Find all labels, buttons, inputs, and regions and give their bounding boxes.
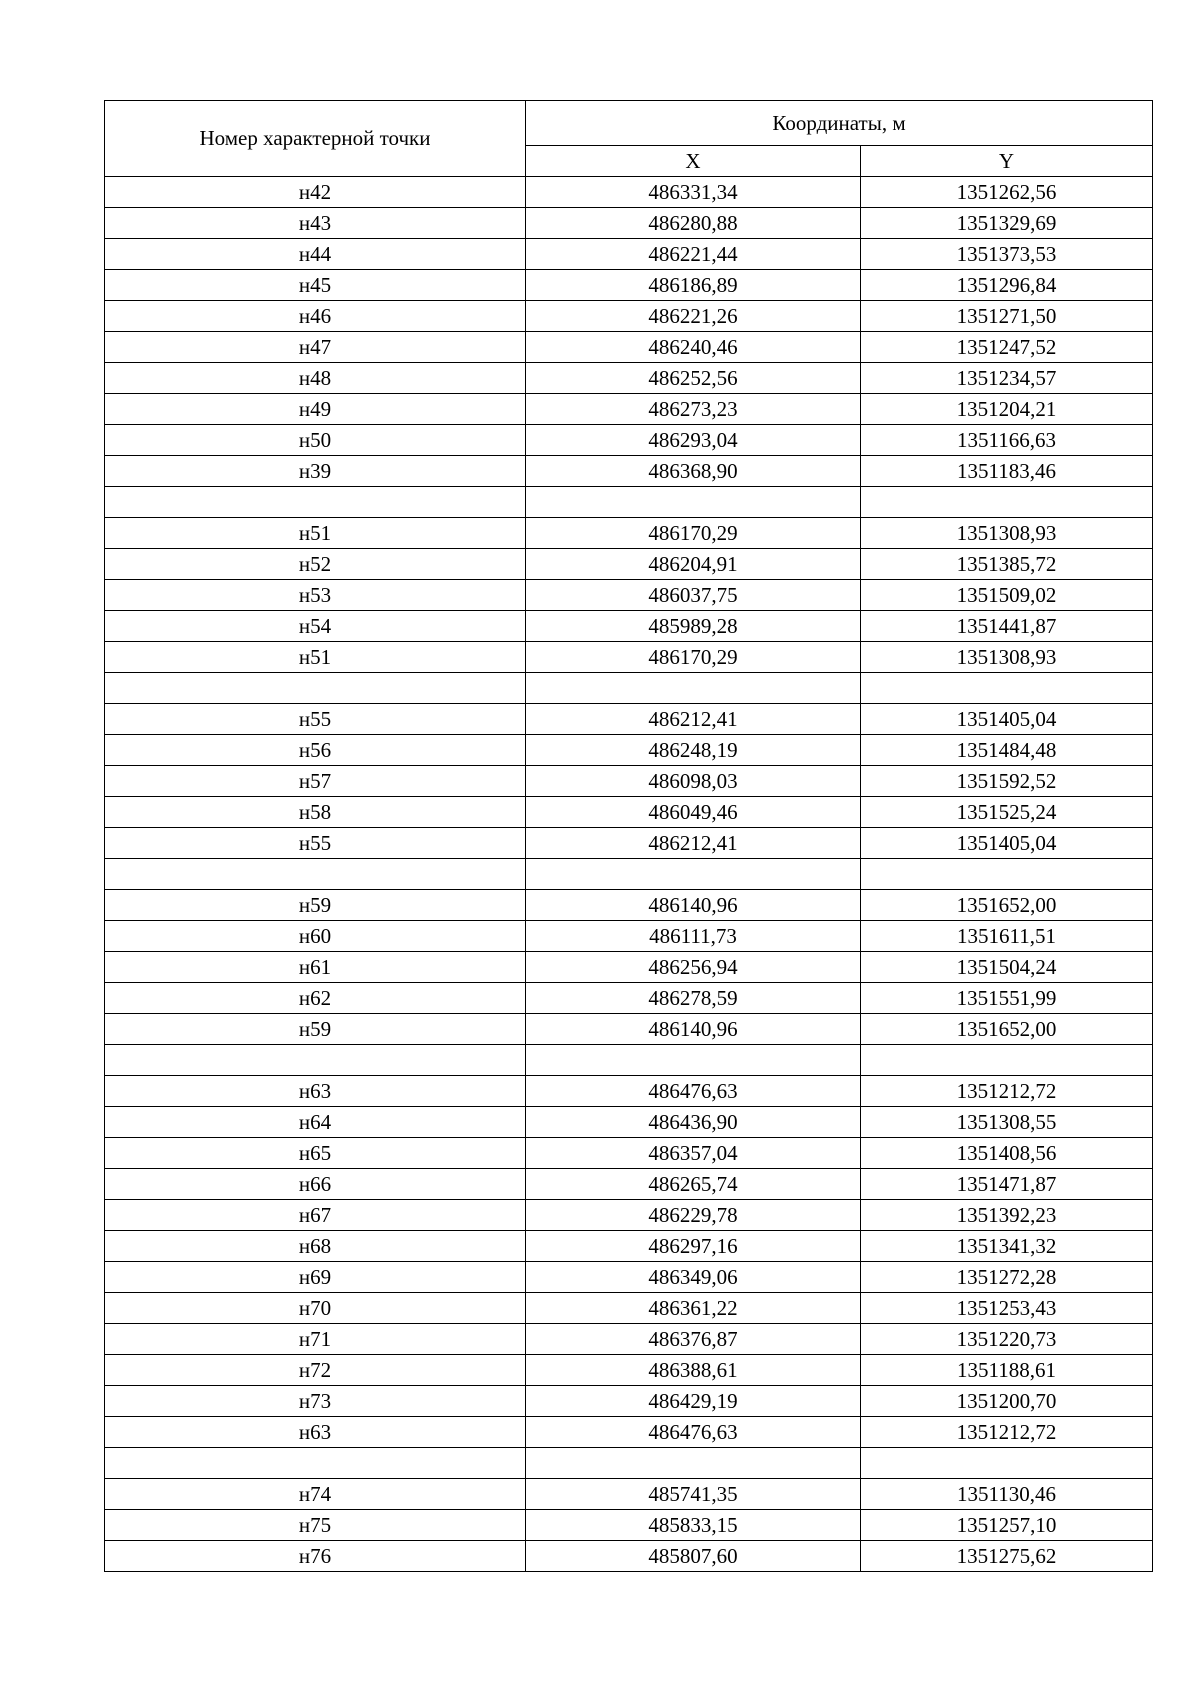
x-coordinate-cell: 486098,03 xyxy=(526,766,861,797)
x-coordinate-cell: 485833,15 xyxy=(526,1510,861,1541)
x-coordinate-cell: 486388,61 xyxy=(526,1355,861,1386)
point-number-cell: н61 xyxy=(105,952,526,983)
point-number-cell: н46 xyxy=(105,301,526,332)
table-row xyxy=(105,1417,1153,1448)
point-number-cell: н64 xyxy=(105,1107,526,1138)
y-coordinate-cell: 1351275,62 xyxy=(861,1541,1153,1572)
point-number-cell: н39 xyxy=(105,456,526,487)
point-number-cell: н58 xyxy=(105,797,526,828)
y-coordinate-cell: 1351341,32 xyxy=(861,1231,1153,1262)
y-coordinate-cell: 1351504,24 xyxy=(861,952,1153,983)
table-row xyxy=(105,487,1153,518)
y-coordinate-cell: 1351471,87 xyxy=(861,1169,1153,1200)
table-row xyxy=(105,270,1153,301)
x-coordinate-cell: 486273,23 xyxy=(526,394,861,425)
point-number-cell: н69 xyxy=(105,1262,526,1293)
x-coordinate-cell xyxy=(526,859,861,890)
point-number-cell: н52 xyxy=(105,549,526,580)
y-coordinate-cell: 1351611,51 xyxy=(861,921,1153,952)
table-row xyxy=(105,1045,1153,1076)
table-row xyxy=(105,859,1153,890)
point-number-cell: н43 xyxy=(105,208,526,239)
y-coordinate-cell: 1351329,69 xyxy=(861,208,1153,239)
table-row xyxy=(105,549,1153,580)
y-coordinate-cell: 1351272,28 xyxy=(861,1262,1153,1293)
x-coordinate-cell: 486476,63 xyxy=(526,1076,861,1107)
table-row xyxy=(105,921,1153,952)
x-coordinate-cell xyxy=(526,1045,861,1076)
x-coordinate-cell: 486170,29 xyxy=(526,518,861,549)
table-row xyxy=(105,1200,1153,1231)
x-coordinate-cell: 486331,34 xyxy=(526,177,861,208)
point-number-cell: н49 xyxy=(105,394,526,425)
y-coordinate-cell: 1351652,00 xyxy=(861,1014,1153,1045)
table-row xyxy=(105,1448,1153,1479)
y-coordinate-cell: 1351405,04 xyxy=(861,704,1153,735)
table-row xyxy=(105,1293,1153,1324)
x-coordinate-cell: 486229,78 xyxy=(526,1200,861,1231)
point-number-cell: н45 xyxy=(105,270,526,301)
x-coordinate-cell: 486256,94 xyxy=(526,952,861,983)
y-coordinate-cell: 1351373,53 xyxy=(861,239,1153,270)
point-number-cell: н53 xyxy=(105,580,526,611)
x-coordinate-cell: 486111,73 xyxy=(526,921,861,952)
point-number-cell: н72 xyxy=(105,1355,526,1386)
table-row xyxy=(105,1014,1153,1045)
point-number-cell: н67 xyxy=(105,1200,526,1231)
y-coordinate-cell: 1351551,99 xyxy=(861,983,1153,1014)
y-coordinate-cell xyxy=(861,1448,1153,1479)
x-coordinate-cell: 486252,56 xyxy=(526,363,861,394)
x-coordinate-cell: 486212,41 xyxy=(526,828,861,859)
point-number-cell: н57 xyxy=(105,766,526,797)
x-coordinate-cell: 486357,04 xyxy=(526,1138,861,1169)
table-row xyxy=(105,611,1153,642)
x-coordinate-cell: 486221,44 xyxy=(526,239,861,270)
point-number-cell: н63 xyxy=(105,1417,526,1448)
y-coordinate-cell: 1351253,43 xyxy=(861,1293,1153,1324)
table-row xyxy=(105,425,1153,456)
point-number-cell: н51 xyxy=(105,518,526,549)
point-number-cell: н73 xyxy=(105,1386,526,1417)
y-coordinate-cell: 1351200,70 xyxy=(861,1386,1153,1417)
table-row xyxy=(105,642,1153,673)
point-number-cell: н42 xyxy=(105,177,526,208)
table-row xyxy=(105,952,1153,983)
x-coordinate-cell: 486376,87 xyxy=(526,1324,861,1355)
point-number-cell: н75 xyxy=(105,1510,526,1541)
x-coordinate-cell: 486221,26 xyxy=(526,301,861,332)
coordinates-group-header: Координаты, м xyxy=(526,101,1153,146)
table-row xyxy=(105,828,1153,859)
point-number-cell: н54 xyxy=(105,611,526,642)
y-column-header: Y xyxy=(861,146,1153,177)
y-coordinate-cell xyxy=(861,859,1153,890)
table-row xyxy=(105,177,1153,208)
x-coordinate-cell: 485741,35 xyxy=(526,1479,861,1510)
x-coordinate-cell: 485807,60 xyxy=(526,1541,861,1572)
x-coordinate-cell: 486297,16 xyxy=(526,1231,861,1262)
x-coordinate-cell: 486278,59 xyxy=(526,983,861,1014)
point-number-header: Номер характерной точки xyxy=(105,101,526,177)
table-row xyxy=(105,580,1153,611)
y-coordinate-cell xyxy=(861,673,1153,704)
point-number-cell: н56 xyxy=(105,735,526,766)
table-row xyxy=(105,1231,1153,1262)
point-number-cell xyxy=(105,673,526,704)
coordinates-table xyxy=(104,100,1153,1572)
x-coordinate-cell: 486049,46 xyxy=(526,797,861,828)
y-coordinate-cell: 1351220,73 xyxy=(861,1324,1153,1355)
x-coordinate-cell: 486349,06 xyxy=(526,1262,861,1293)
point-number-cell: н60 xyxy=(105,921,526,952)
y-coordinate-cell: 1351296,84 xyxy=(861,270,1153,301)
table-row xyxy=(105,1076,1153,1107)
table-row xyxy=(105,363,1153,394)
point-number-cell: н44 xyxy=(105,239,526,270)
table-row xyxy=(105,394,1153,425)
x-coordinate-cell: 486361,22 xyxy=(526,1293,861,1324)
x-coordinate-cell: 486037,75 xyxy=(526,580,861,611)
x-coordinate-cell xyxy=(526,673,861,704)
point-number-cell: н63 xyxy=(105,1076,526,1107)
y-coordinate-cell: 1351212,72 xyxy=(861,1076,1153,1107)
y-coordinate-cell: 1351308,93 xyxy=(861,518,1153,549)
y-coordinate-cell: 1351392,23 xyxy=(861,1200,1153,1231)
y-coordinate-cell: 1351652,00 xyxy=(861,890,1153,921)
point-number-cell: н50 xyxy=(105,425,526,456)
x-coordinate-cell: 486293,04 xyxy=(526,425,861,456)
table-row xyxy=(105,1386,1153,1417)
x-coordinate-cell: 486140,96 xyxy=(526,1014,861,1045)
x-coordinate-cell: 486170,29 xyxy=(526,642,861,673)
y-coordinate-cell: 1351257,10 xyxy=(861,1510,1153,1541)
point-number-cell: н51 xyxy=(105,642,526,673)
table-row xyxy=(105,518,1153,549)
x-coordinate-cell xyxy=(526,1448,861,1479)
point-number-cell: н65 xyxy=(105,1138,526,1169)
table-row xyxy=(105,704,1153,735)
y-coordinate-cell: 1351308,55 xyxy=(861,1107,1153,1138)
y-coordinate-cell xyxy=(861,487,1153,518)
x-coordinate-cell: 486265,74 xyxy=(526,1169,861,1200)
table-row xyxy=(105,239,1153,270)
y-coordinate-cell: 1351484,48 xyxy=(861,735,1153,766)
x-coordinate-cell: 486212,41 xyxy=(526,704,861,735)
y-coordinate-cell: 1351262,56 xyxy=(861,177,1153,208)
y-coordinate-cell: 1351188,61 xyxy=(861,1355,1153,1386)
point-number-cell: н74 xyxy=(105,1479,526,1510)
x-coordinate-cell: 486368,90 xyxy=(526,456,861,487)
point-number-cell: н48 xyxy=(105,363,526,394)
y-coordinate-cell: 1351166,63 xyxy=(861,425,1153,456)
table-header xyxy=(105,101,1153,177)
point-number-cell xyxy=(105,1045,526,1076)
x-coordinate-cell: 486204,91 xyxy=(526,549,861,580)
x-coordinate-cell: 486140,96 xyxy=(526,890,861,921)
table-row xyxy=(105,1324,1153,1355)
point-number-cell xyxy=(105,487,526,518)
table-row xyxy=(105,1479,1153,1510)
table-row xyxy=(105,301,1153,332)
table-row xyxy=(105,1262,1153,1293)
table-row xyxy=(105,208,1153,239)
point-number-cell: н55 xyxy=(105,704,526,735)
table-row xyxy=(105,1541,1153,1572)
table-row xyxy=(105,983,1153,1014)
table-row xyxy=(105,1355,1153,1386)
table-row xyxy=(105,1107,1153,1138)
x-coordinate-cell: 486429,19 xyxy=(526,1386,861,1417)
y-coordinate-cell: 1351212,72 xyxy=(861,1417,1153,1448)
table-row xyxy=(105,797,1153,828)
point-number-cell xyxy=(105,1448,526,1479)
y-coordinate-cell xyxy=(861,1045,1153,1076)
x-coordinate-cell: 486248,19 xyxy=(526,735,861,766)
x-column-header: X xyxy=(526,146,861,177)
table-row xyxy=(105,890,1153,921)
x-coordinate-cell: 486186,89 xyxy=(526,270,861,301)
y-coordinate-cell: 1351204,21 xyxy=(861,394,1153,425)
table-row xyxy=(105,766,1153,797)
point-number-cell: н70 xyxy=(105,1293,526,1324)
point-number-cell: н59 xyxy=(105,1014,526,1045)
y-coordinate-cell: 1351385,72 xyxy=(861,549,1153,580)
y-coordinate-cell: 1351592,52 xyxy=(861,766,1153,797)
table-body xyxy=(105,177,1153,1572)
point-number-cell: н71 xyxy=(105,1324,526,1355)
table-row xyxy=(105,735,1153,766)
x-coordinate-cell: 485989,28 xyxy=(526,611,861,642)
y-coordinate-cell: 1351130,46 xyxy=(861,1479,1153,1510)
point-number-cell: н62 xyxy=(105,983,526,1014)
y-coordinate-cell: 1351183,46 xyxy=(861,456,1153,487)
y-coordinate-cell: 1351509,02 xyxy=(861,580,1153,611)
point-number-cell xyxy=(105,859,526,890)
table-row xyxy=(105,1510,1153,1541)
table-row xyxy=(105,1138,1153,1169)
table-row xyxy=(105,1169,1153,1200)
y-coordinate-cell: 1351408,56 xyxy=(861,1138,1153,1169)
y-coordinate-cell: 1351405,04 xyxy=(861,828,1153,859)
x-coordinate-cell xyxy=(526,487,861,518)
table-row xyxy=(105,673,1153,704)
point-number-cell: н55 xyxy=(105,828,526,859)
x-coordinate-cell: 486436,90 xyxy=(526,1107,861,1138)
x-coordinate-cell: 486476,63 xyxy=(526,1417,861,1448)
y-coordinate-cell: 1351441,87 xyxy=(861,611,1153,642)
point-number-cell: н68 xyxy=(105,1231,526,1262)
point-number-cell: н66 xyxy=(105,1169,526,1200)
x-coordinate-cell: 486240,46 xyxy=(526,332,861,363)
table-row xyxy=(105,456,1153,487)
point-number-cell: н59 xyxy=(105,890,526,921)
table-row xyxy=(105,332,1153,363)
y-coordinate-cell: 1351234,57 xyxy=(861,363,1153,394)
y-coordinate-cell: 1351308,93 xyxy=(861,642,1153,673)
point-number-cell: н47 xyxy=(105,332,526,363)
point-number-cell: н76 xyxy=(105,1541,526,1572)
y-coordinate-cell: 1351271,50 xyxy=(861,301,1153,332)
y-coordinate-cell: 1351247,52 xyxy=(861,332,1153,363)
x-coordinate-cell: 486280,88 xyxy=(526,208,861,239)
y-coordinate-cell: 1351525,24 xyxy=(861,797,1153,828)
